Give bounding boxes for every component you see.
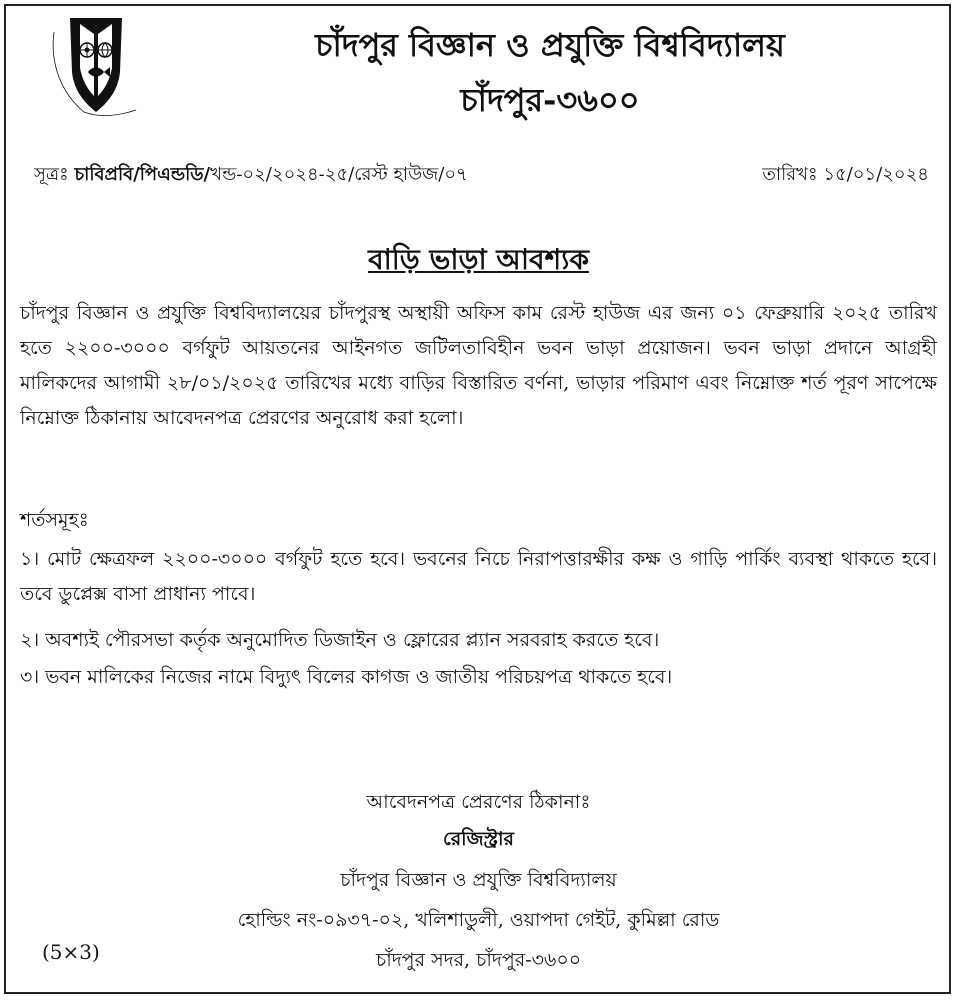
university-location: চাঁদপুর-৩৬০০ xyxy=(460,81,640,119)
ad-size: (5×3) xyxy=(42,940,100,964)
address-line-1: হোল্ডিং নং-০৯৩৭-০২, খলিশাডুলী, ওয়াপদা গেইট, কুমিল্লা রোড xyxy=(237,909,720,931)
notice-date: তারিখঃ ১৫/০১/২০২৪ xyxy=(762,164,929,185)
condition-item-3: ৩। ভবন মালিকের নিজের নামে বিদ্যুৎ বিলের কাগজ ও জাতীয় পরিচয়পত্র থাকতে হবে। xyxy=(20,666,673,688)
university-emblem-icon xyxy=(40,12,152,124)
address-recipient: রেজিস্ট্রার xyxy=(443,828,514,850)
condition-item-1: ১। মোট ক্ষেত্রফল ২২০০-৩০০০ বর্গফুট হতে হবে। ভবনের নিচে নিরাপত্তারক্ষীর কক্ষ ও গাড়ি পার্কিং ব্যবস্থা থাকতে হবে। তবে ডুপ্লেক্স বাসা প্রাধান্য পাবে। xyxy=(20,548,937,605)
notice-body: চাঁদপুর বিজ্ঞান ও প্রযুক্তি বিশ্ববিদ্যালয়ের চাঁদপুরস্থ অস্থায়ী অফিস কাম রেস্ট হাউজ এর জন্য ০১ ফেব্রুয়ারি ২০২৫ তারিখ হতে ২২০০-৩০০০ বর্গফুট আয়তনের আইনগত জটিলতাবিহীন ভবন ভাড়া প্রয়োজন। ভবন ভাড়া প্রদানে আগ্রহী মালিকদের আগামী ২৮/০১/২০২৫ তারিখের মধ্যে বাড়ির বিস্তারিত বর্ণনা, ভাড়ার পরিমাণ এবং নিম্নোক্ত শর্ত পূরণ সাপেক্ষে নিম্নোক্ত ঠিকানায় আবেদনপত্র প্রেরণের অনুরোধ করা হলো। xyxy=(20,302,937,429)
condition-item-2: ২। অবশ্যই পৌরসভা কর্তৃক অনুমোদিত ডিজাইন ও ফ্লোরের প্ল্যান সরবরাহ করতে হবে। xyxy=(20,629,660,651)
university-name: চাঁদপুর বিজ্ঞান ও প্রযুক্তি বিশ্ববিদ্যালয় xyxy=(315,26,785,64)
university-logo xyxy=(40,12,152,124)
address-line-2: চাঁদপুর সদর, চাঁদপুর-৩৬০০ xyxy=(375,949,582,971)
reference-code: খন্ড-০২/২০২৪-২৫/রেস্ট হাউজ/০৭ xyxy=(210,164,468,185)
notice-title: বাড়ি ভাড়া আবশ্যক xyxy=(368,243,589,276)
reference-label: সূত্রঃ xyxy=(34,164,75,185)
conditions-heading: শর্তসমূহঃ xyxy=(20,509,89,531)
address-organization: চাঁদপুর বিজ্ঞান ও প্রযুক্তি বিশ্ববিদ্যালয় xyxy=(340,869,617,891)
address-label: আবেদনপত্র প্রেরণের ঠিকানাঃ xyxy=(366,791,591,813)
reference-prefix: চাবিপ্রবি/পিএন্ডডি/ xyxy=(74,164,211,185)
reference-number xyxy=(34,160,468,191)
notice-heading xyxy=(0,238,957,285)
